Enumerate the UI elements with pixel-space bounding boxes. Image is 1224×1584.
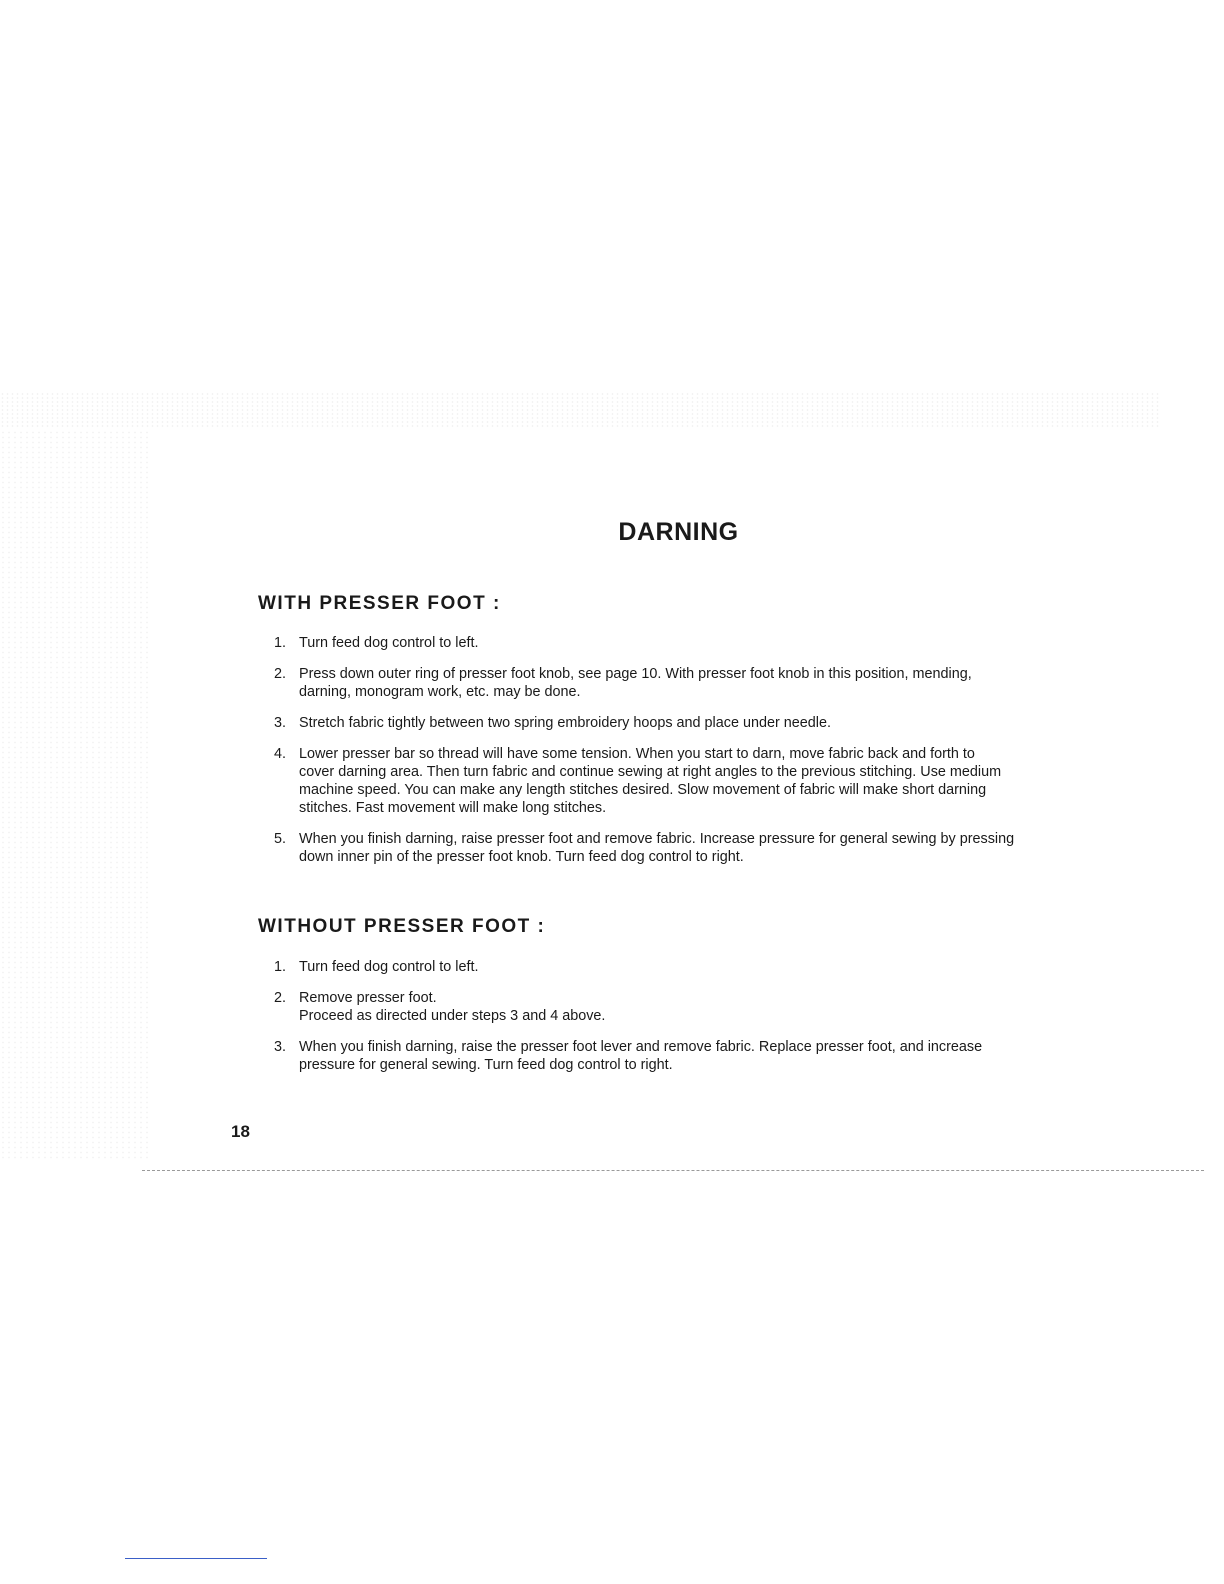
step-text: Turn feed dog control to left. [299, 635, 479, 651]
steps-list-without-presser-foot [274, 958, 1108, 1087]
page-bottom-rule [142, 1170, 1204, 1171]
step-number: 2. [274, 990, 287, 1006]
step-text: Turn feed dog control to left. [299, 959, 479, 975]
step-text: darning, monogram work, etc. may be done. [299, 684, 581, 700]
step-number: 3. [274, 1039, 287, 1055]
step-text: Remove presser foot. [299, 990, 437, 1006]
step-text: down inner pin of the presser foot knob. Turn feed dog control to right. [299, 849, 744, 865]
step-text: Stretch fabric tightly between two spring embroidery hoops and place under needle. [299, 715, 831, 731]
step-text: Press down outer ring of presser foot knob, see page 10. With presser foot knob in this position, mending, [299, 666, 972, 682]
viewer-scroll-indicator [125, 1558, 267, 1559]
step-number: 4. [274, 746, 287, 762]
step-text: When you finish darning, raise the presser foot lever and remove fabric. Replace presser foot, and increase [299, 1039, 983, 1055]
step-number: 3. [274, 715, 287, 731]
step-text: cover darning area. Then turn fabric and continue sewing at right angles to the previous stitching. Use medium [299, 764, 1002, 780]
step-number: 1. [274, 959, 287, 975]
step-text: When you finish darning, raise presser foot and remove fabric. Increase pressure for general sewing by pressing [299, 831, 1015, 847]
page-number: 18 [231, 1122, 250, 1141]
steps-list-with-presser-foot [274, 634, 1108, 879]
list-item [274, 714, 1108, 732]
step-text: pressure for general sewing. Turn feed dog control to right. [299, 1057, 673, 1073]
step-number: 1. [274, 635, 287, 651]
section-heading-without-presser-foot: WITHOUT PRESSER FOOT : [258, 916, 546, 937]
list-item [274, 634, 1108, 652]
step-text: stitches. Fast movement will make long stitches. [299, 800, 607, 816]
list-item [274, 989, 1108, 1025]
list-item [274, 958, 1108, 976]
step-number: 2. [274, 666, 287, 682]
section-heading-with-presser-foot: WITH PRESSER FOOT : [258, 593, 501, 614]
scan-speckle-top [0, 392, 1160, 428]
step-text: Lower presser bar so thread will have some tension. When you start to darn, move fabric back and forth to [299, 746, 975, 762]
step-text: machine speed. You can make any length stitches desired. Slow movement of fabric will make short darning [299, 782, 987, 798]
step-number: 5. [274, 831, 287, 847]
step-text: Proceed as directed under steps 3 and 4 above. [299, 1008, 606, 1024]
list-item [274, 830, 1108, 866]
page-title: DARNING [618, 518, 739, 546]
list-item [274, 1038, 1108, 1074]
list-item [274, 665, 1108, 701]
list-item [274, 745, 1108, 817]
